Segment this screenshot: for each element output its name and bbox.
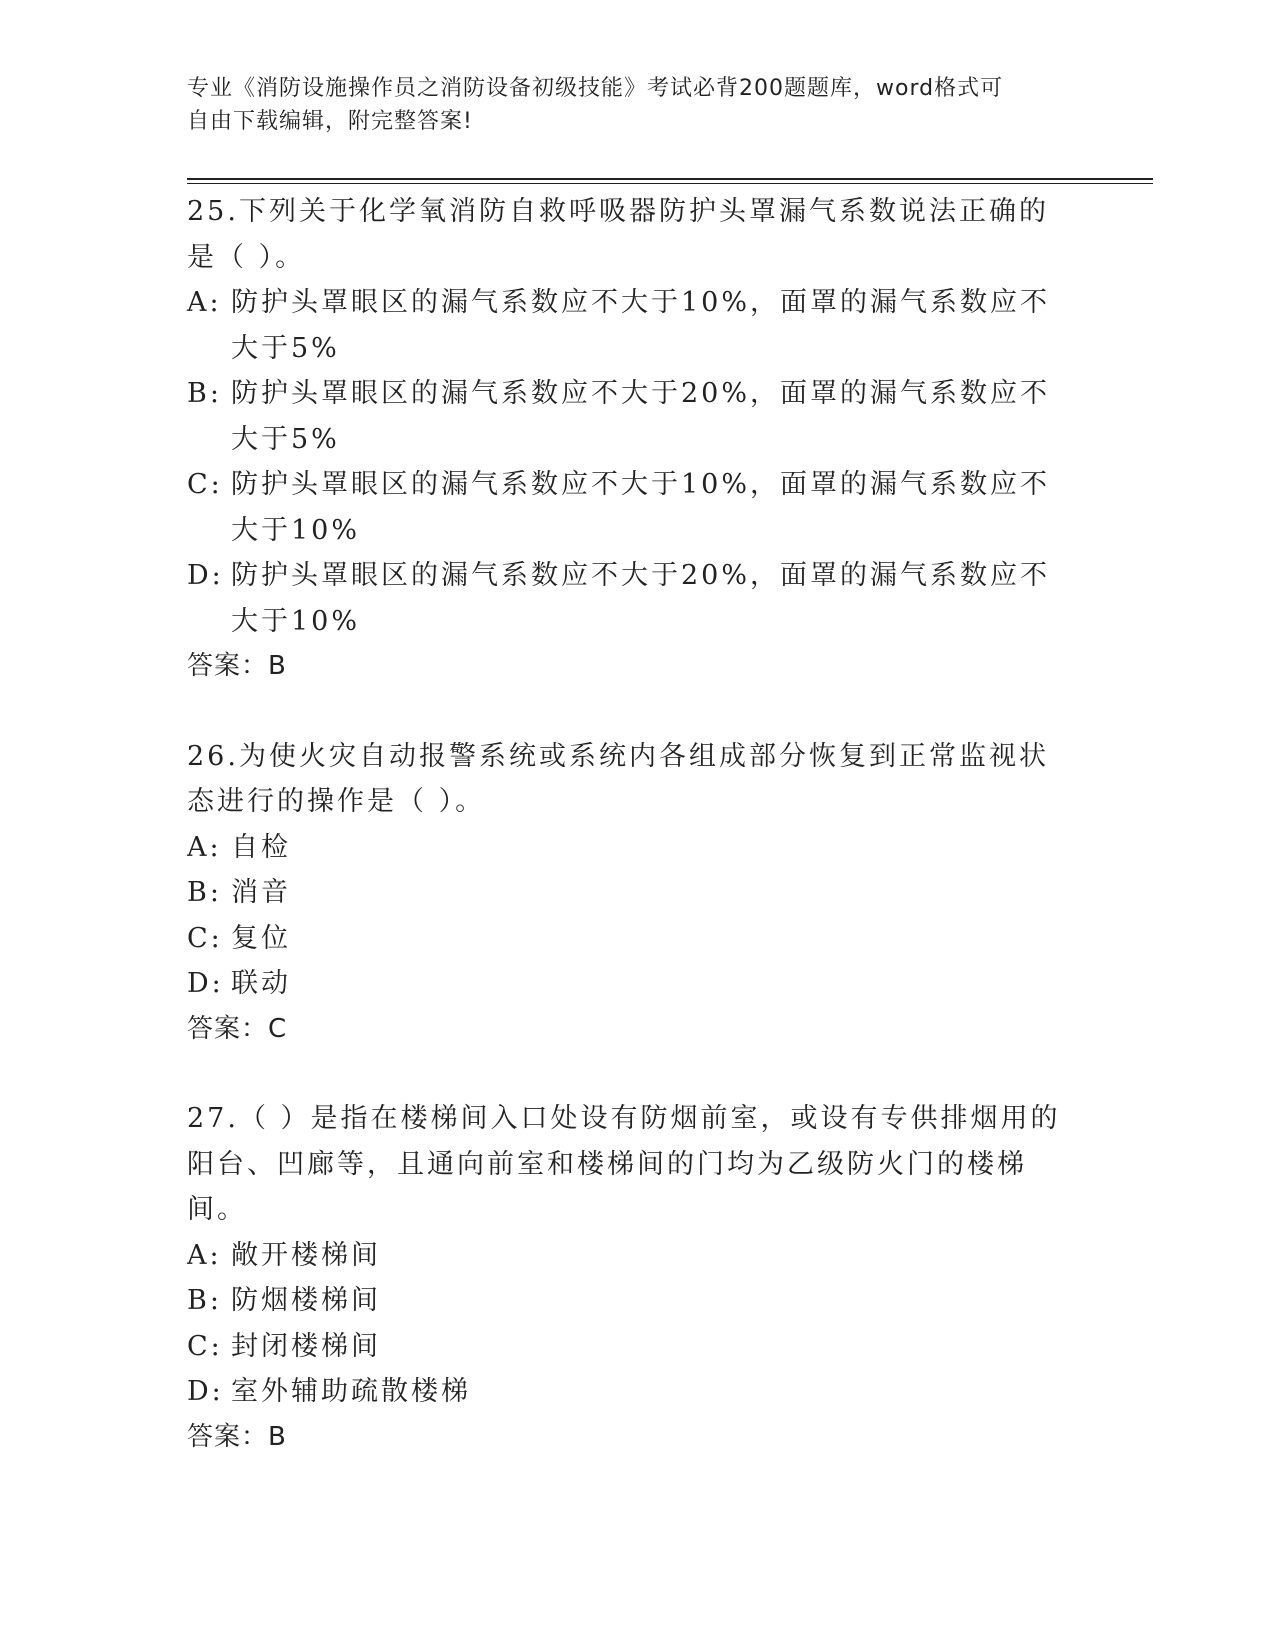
option-a <box>187 280 1077 371</box>
option-letter: A: <box>187 831 222 863</box>
option-text: 防护头罩眼区的漏气系数应不大于20%，面罩的漏气系数应不大于5% <box>231 378 1051 455</box>
option-letter: A: <box>187 1239 222 1271</box>
option-d <box>187 1369 1077 1415</box>
answer-line: 答案：C <box>187 1013 288 1044</box>
option-c <box>187 1324 1077 1370</box>
question-stem: 25.下列关于化学氧消防自救呼吸器防护头罩漏气系数说法正确的是（ ）。 <box>187 196 1049 273</box>
header-line-2: 自由下载编辑，附完整答案! <box>187 109 473 134</box>
option-text: 防护头罩眼区的漏气系数应不大于10%，面罩的漏气系数应不大于5% <box>231 287 1051 364</box>
option-b <box>187 1278 1077 1324</box>
header-line-1: 专业《消防设施操作员之消防设备初级技能》考试必背200题题库，word格式可 <box>187 76 1004 101</box>
option-text: 封闭楼梯间 <box>231 1330 381 1362</box>
question-stem: 26.为使火灾自动报警系统或系统内各组成部分恢复到正常监视状态进行的操作是（ ）。 <box>187 740 1049 817</box>
question-list <box>187 189 1077 1504</box>
answer-line: 答案：B <box>187 1421 287 1452</box>
option-letter: D: <box>187 968 224 999</box>
question-25 <box>187 189 1077 690</box>
option-a <box>187 1233 1077 1279</box>
option-c <box>187 916 1077 962</box>
option-c <box>187 462 1077 553</box>
option-letter: B: <box>187 378 222 409</box>
option-letter: C: <box>187 1330 223 1362</box>
option-text: 防护头罩眼区的漏气系数应不大于20%，面罩的漏气系数应不大于10% <box>231 560 1051 637</box>
option-letter: A: <box>187 287 222 318</box>
option-letter: B: <box>187 877 222 908</box>
option-d <box>187 553 1077 644</box>
option-letter: B: <box>187 1285 222 1316</box>
document-header <box>187 72 1087 138</box>
option-text: 联动 <box>231 968 291 999</box>
option-text: 消音 <box>231 877 291 908</box>
answer-line: 答案：B <box>187 651 287 681</box>
option-b <box>187 371 1077 462</box>
option-d <box>187 961 1077 1007</box>
option-a <box>187 825 1077 871</box>
option-text: 防烟楼梯间 <box>231 1285 381 1316</box>
option-text: 复位 <box>231 922 291 954</box>
option-text: 防护头罩眼区的漏气系数应不大于10%，面罩的漏气系数应不大于10% <box>231 469 1051 546</box>
option-text: 敞开楼梯间 <box>231 1239 381 1271</box>
header-divider-thin <box>187 183 1153 184</box>
header-divider-thick <box>187 178 1153 180</box>
option-letter: D: <box>187 560 224 591</box>
question-27 <box>187 1096 1077 1460</box>
question-stem: 27.（ ）是指在楼梯间入口处设有防烟前室，或设有专供排烟用的阳台、凹廊等，且通向前室和楼梯间的门均为乙级防火门的楼梯间。 <box>187 1103 1061 1225</box>
option-letter: C: <box>187 469 223 500</box>
option-text: 室外辅助疏散楼梯 <box>231 1376 471 1407</box>
question-26 <box>187 734 1077 1053</box>
option-letter: C: <box>187 922 223 954</box>
option-letter: D: <box>187 1376 224 1407</box>
option-text: 自检 <box>231 831 291 863</box>
option-b <box>187 870 1077 916</box>
